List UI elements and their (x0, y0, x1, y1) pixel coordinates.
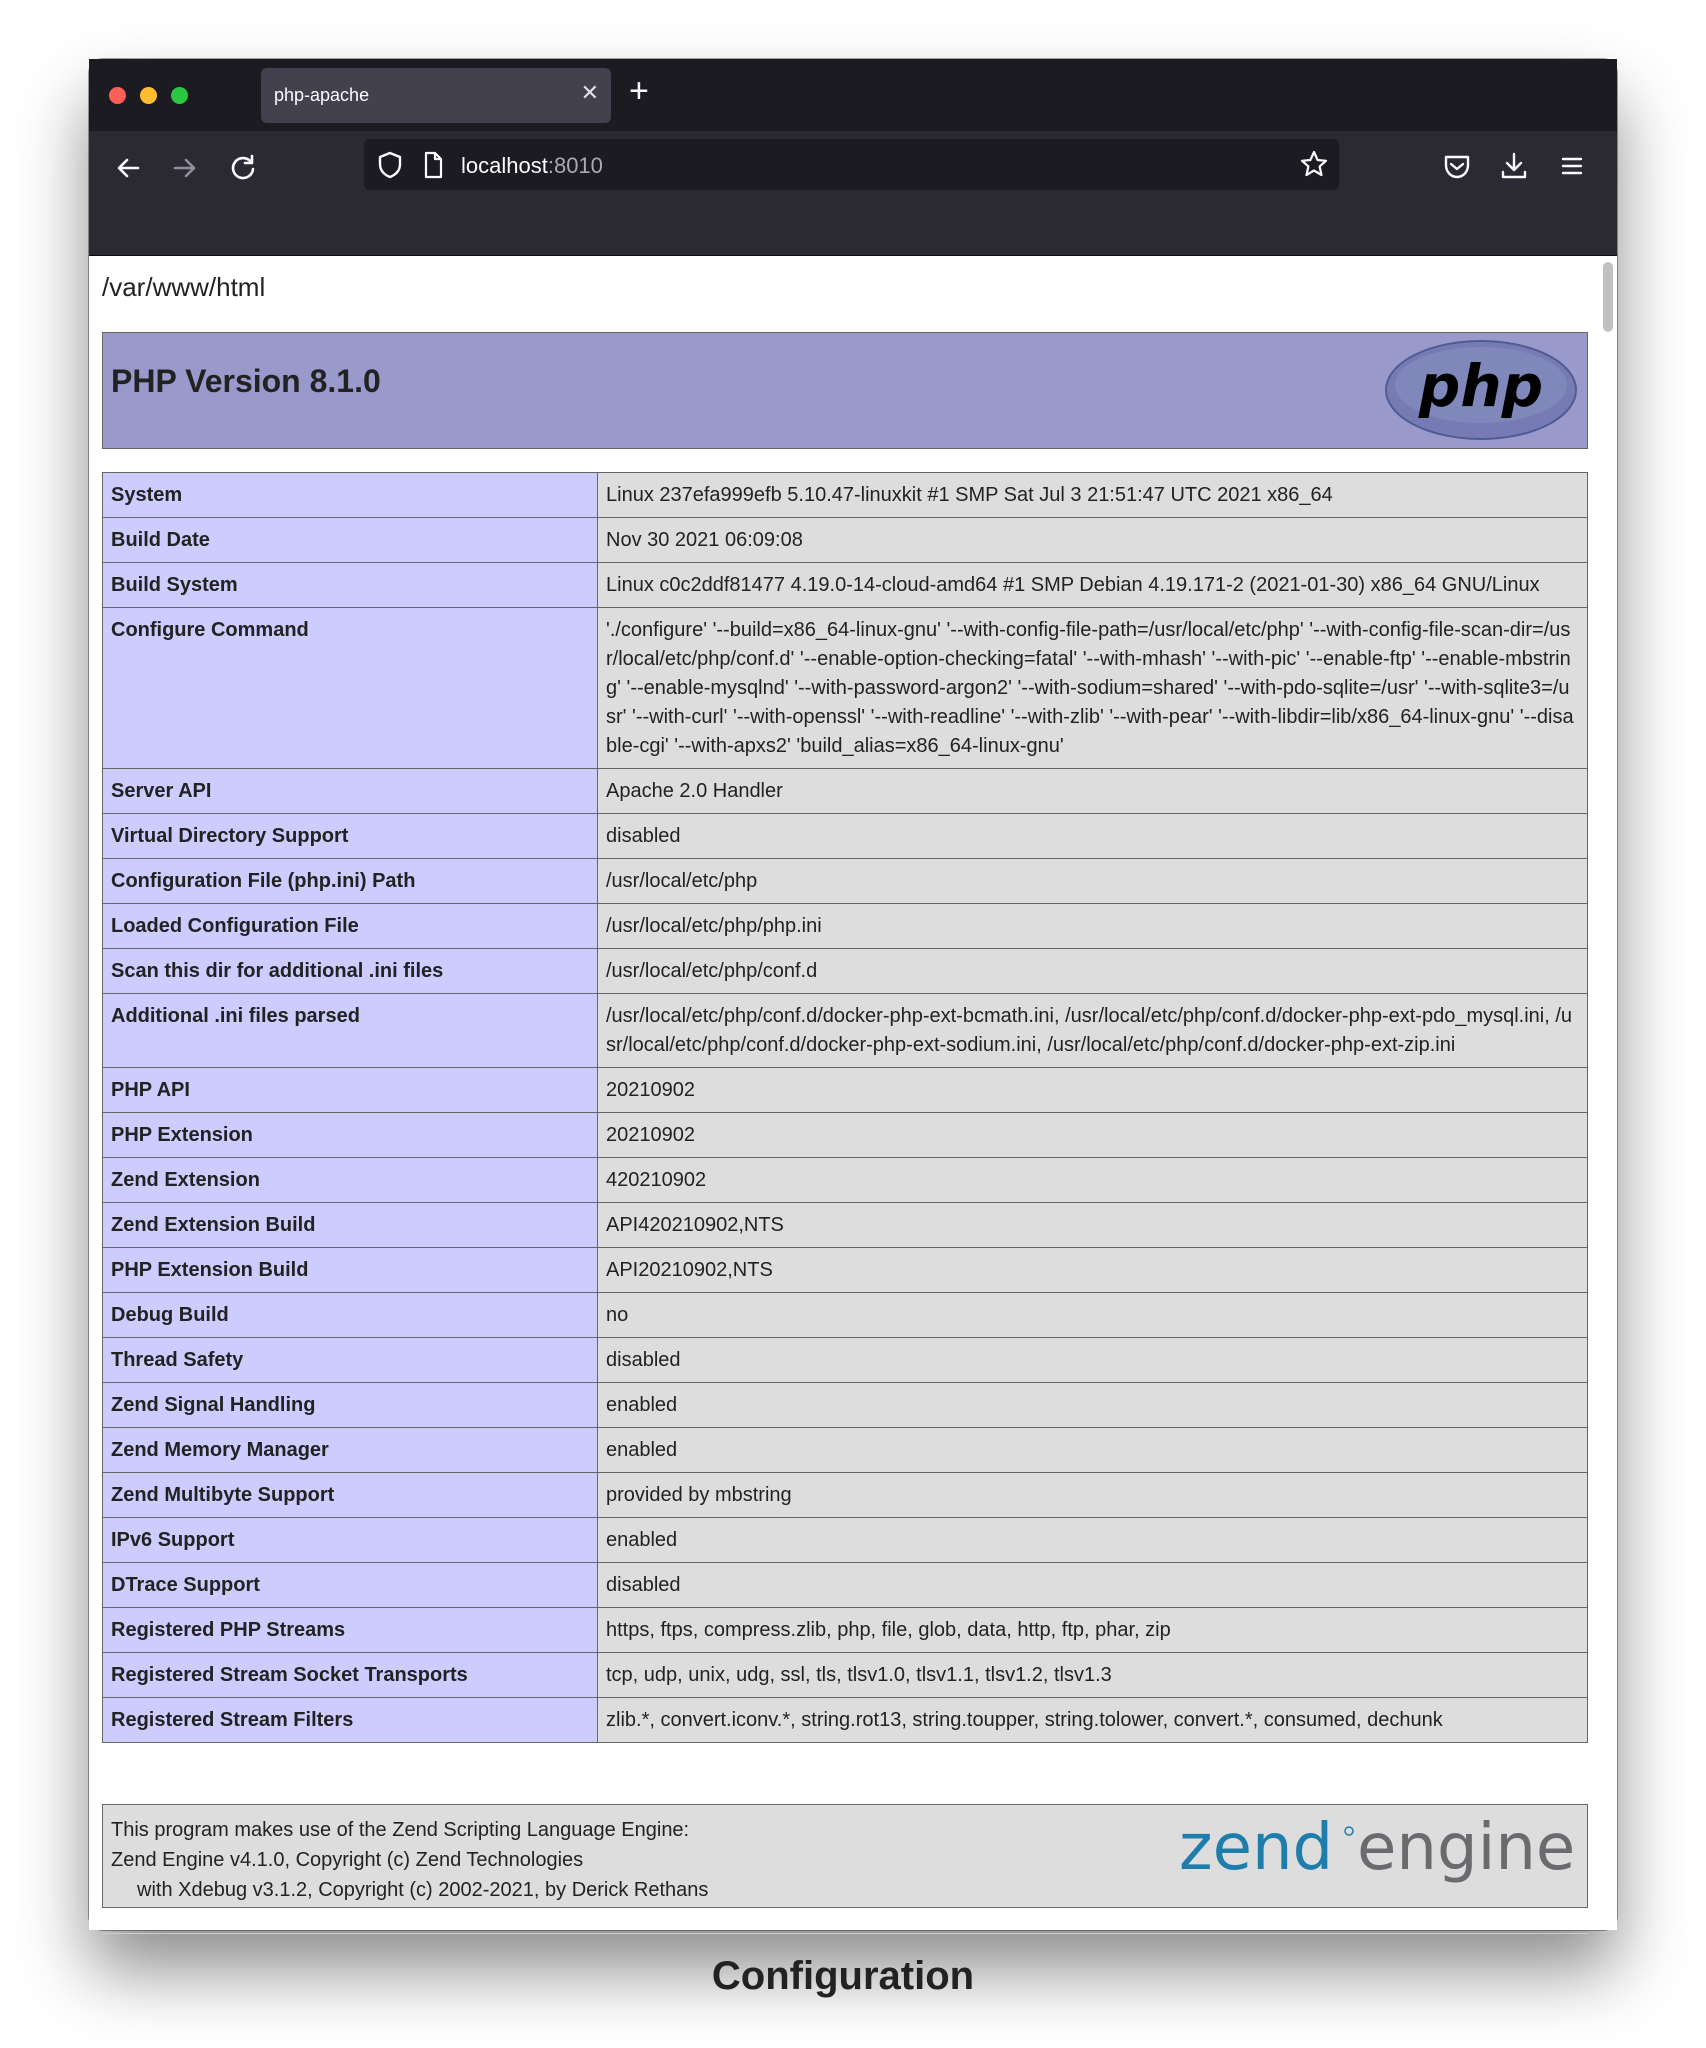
table-row (103, 1608, 1588, 1653)
info-key: Virtual Directory Support (103, 814, 598, 859)
php-info-table (102, 472, 1588, 1743)
zend-engine-logo[interactable] (1179, 1811, 1579, 1897)
info-value: enabled (598, 1428, 1588, 1473)
zend-logo-zend: zend (1179, 1811, 1334, 1885)
info-value: API420210902,NTS (598, 1203, 1588, 1248)
reload-icon[interactable] (225, 150, 261, 186)
arrow-left-icon[interactable] (110, 150, 146, 186)
info-key: Thread Safety (103, 1338, 598, 1383)
arrow-right-icon[interactable] (167, 150, 203, 186)
info-key: Build System (103, 563, 598, 608)
info-key: Zend Extension Build (103, 1203, 598, 1248)
close-icon[interactable]: ✕ (580, 80, 599, 105)
php-logo[interactable] (1383, 339, 1579, 441)
info-key: DTrace Support (103, 1563, 598, 1608)
table-row (103, 949, 1588, 994)
table-row (103, 1473, 1588, 1518)
info-key: Server API (103, 769, 598, 814)
info-value: zlib.*, convert.iconv.*, string.rot13, string.toupper, string.tolower, convert.*, consumed, dechunk (598, 1698, 1588, 1743)
info-value: disabled (598, 1338, 1588, 1383)
table-row (103, 563, 1588, 608)
info-value: https, ftps, compress.zlib, php, file, glob, data, http, ftp, phar, zip (598, 1608, 1588, 1653)
info-key: Configuration File (php.ini) Path (103, 859, 598, 904)
table-row (103, 1248, 1588, 1293)
info-value: disabled (598, 1563, 1588, 1608)
table-row (103, 1428, 1588, 1473)
window-close-button[interactable] (109, 87, 126, 104)
info-key: Scan this dir for additional .ini files (103, 949, 598, 994)
zend-logo-engine: engine (1357, 1811, 1576, 1885)
url-bar[interactable] (364, 139, 1339, 190)
info-value: tcp, udp, unix, udg, ssl, tls, tlsv1.0, tlsv1.1, tlsv1.2, tlsv1.3 (598, 1653, 1588, 1698)
nav-toolbar (89, 131, 1617, 256)
info-key: Registered Stream Filters (103, 1698, 598, 1743)
pocket-icon[interactable] (1439, 148, 1475, 184)
php-version-header (102, 332, 1588, 449)
zend-line-2: Zend Engine v4.1.0, Copyright (c) Zend Technologies (111, 1849, 584, 1871)
table-row (103, 1653, 1588, 1698)
configuration-heading: Configuration (711, 1954, 975, 1998)
table-row (103, 814, 1588, 859)
info-value: Nov 30 2021 06:09:08 (598, 518, 1588, 563)
table-row (103, 769, 1588, 814)
info-key: Zend Multibyte Support (103, 1473, 598, 1518)
table-row (103, 904, 1588, 949)
info-value: provided by mbstring (598, 1473, 1588, 1518)
info-key: Loaded Configuration File (103, 904, 598, 949)
url-host: localhost (461, 153, 548, 178)
table-row (103, 1698, 1588, 1743)
title-bar (89, 59, 1617, 131)
shield-icon[interactable] (376, 150, 404, 180)
table-row (103, 608, 1588, 769)
info-value: 20210902 (598, 1113, 1588, 1158)
table-row (103, 1338, 1588, 1383)
info-key: IPv6 Support (103, 1518, 598, 1563)
info-value: /usr/local/etc/php/conf.d/docker-php-ext-bcmath.ini, /usr/local/etc/php/conf.d/docker-php-ext-pdo_mysql.ini, /usr/local/etc/php/conf.d/docker-php-ext-sodium.ini, /usr/local/etc/php/conf.d/docker-php-ext-zip.ini (598, 994, 1588, 1068)
info-key: Registered PHP Streams (103, 1608, 598, 1653)
info-value: /usr/local/etc/php/conf.d (598, 949, 1588, 994)
info-key: Debug Build (103, 1293, 598, 1338)
info-key: Zend Memory Manager (103, 1428, 598, 1473)
page-content (89, 256, 1617, 1998)
page-icon[interactable] (421, 150, 445, 180)
zend-engine-box (102, 1804, 1588, 1908)
browser-window (89, 59, 1617, 1998)
info-value: './configure' '--build=x86_64-linux-gnu' '--with-config-file-path=/usr/local/etc/php' '--with-config-file-scan-dir=/usr/local/etc/php/conf.d' '--enable-option-checking=fatal' '--with-mhash' '--with-pic' '--enable-ftp' '--enable-mbstring' '--enable-mysqlnd' '--with-password-argon2' '--with-sodium=shared' '--with-pdo-sqlite=/usr' '--with-sqlite3=/usr' '--with-curl' '--with-openssl' '--with-readline' '--with-zlib' '--with-pear' '--with-libdir=lib/x86_64-linux-gnu' '--disable-cgi' '--with-apxs2' 'build_alias=x86_64-linux-gnu' (598, 608, 1588, 769)
info-value: no (598, 1293, 1588, 1338)
table-row (103, 994, 1588, 1068)
info-value: 420210902 (598, 1158, 1588, 1203)
tab-title: php-apache (274, 85, 370, 105)
info-value: 20210902 (598, 1068, 1588, 1113)
table-row (103, 1068, 1588, 1113)
info-key: Registered Stream Socket Transports (103, 1653, 598, 1698)
url-text[interactable] (461, 153, 603, 179)
table-row (103, 1383, 1588, 1428)
star-icon[interactable] (1299, 149, 1329, 179)
info-value: enabled (598, 1518, 1588, 1563)
info-key: Zend Extension (103, 1158, 598, 1203)
info-key: Build Date (103, 518, 598, 563)
info-value: Linux c0c2ddf81477 4.19.0-14-cloud-amd64 #1 SMP Debian 4.19.171-2 (2021-01-30) x86_64 GNU/Linux (598, 563, 1588, 608)
info-value: Linux 237efa999efb 5.10.47-linuxkit #1 SMP Sat Jul 3 21:51:47 UTC 2021 x86_64 (598, 473, 1588, 518)
url-port: :8010 (547, 153, 603, 178)
info-key: Additional .ini files parsed (103, 994, 598, 1068)
table-row (103, 1158, 1588, 1203)
divider (102, 1933, 1588, 1934)
tab-php-apache[interactable] (261, 68, 611, 123)
info-key: PHP API (103, 1068, 598, 1113)
table-row (103, 473, 1588, 518)
table-row (103, 1293, 1588, 1338)
hamburger-menu-icon[interactable] (1554, 148, 1590, 184)
info-key: System (103, 473, 598, 518)
plus-icon[interactable]: + (629, 72, 649, 110)
info-key: PHP Extension Build (103, 1248, 598, 1293)
info-value: disabled (598, 814, 1588, 859)
php-logo-text: php (1418, 352, 1544, 420)
info-key: Zend Signal Handling (103, 1383, 598, 1428)
table-row (103, 1203, 1588, 1248)
table-row (103, 1113, 1588, 1158)
zend-credits (111, 1815, 708, 1905)
zend-line-3: with Xdebug v3.1.2, Copyright (c) 2002-2021, by Derick Rethans (137, 1879, 709, 1901)
window-minimize-button[interactable] (140, 87, 157, 104)
info-value: /usr/local/etc/php (598, 859, 1588, 904)
info-value: API20210902,NTS (598, 1248, 1588, 1293)
table-row (103, 859, 1588, 904)
info-key: Configure Command (103, 608, 598, 769)
info-value: /usr/local/etc/php/php.ini (598, 904, 1588, 949)
info-key: PHP Extension (103, 1113, 598, 1158)
php-version-title: PHP Version 8.1.0 (111, 363, 381, 399)
scrollbar[interactable] (1603, 262, 1613, 332)
document-root-path: /var/www/html (102, 272, 266, 302)
download-icon[interactable] (1496, 148, 1532, 184)
table-row (103, 1563, 1588, 1608)
info-value: enabled (598, 1383, 1588, 1428)
window-maximize-button[interactable] (171, 87, 188, 104)
table-row (103, 518, 1588, 563)
table-row (103, 1518, 1588, 1563)
info-value: Apache 2.0 Handler (598, 769, 1588, 814)
zend-line-1: This program makes use of the Zend Scripting Language Engine: (111, 1819, 690, 1841)
